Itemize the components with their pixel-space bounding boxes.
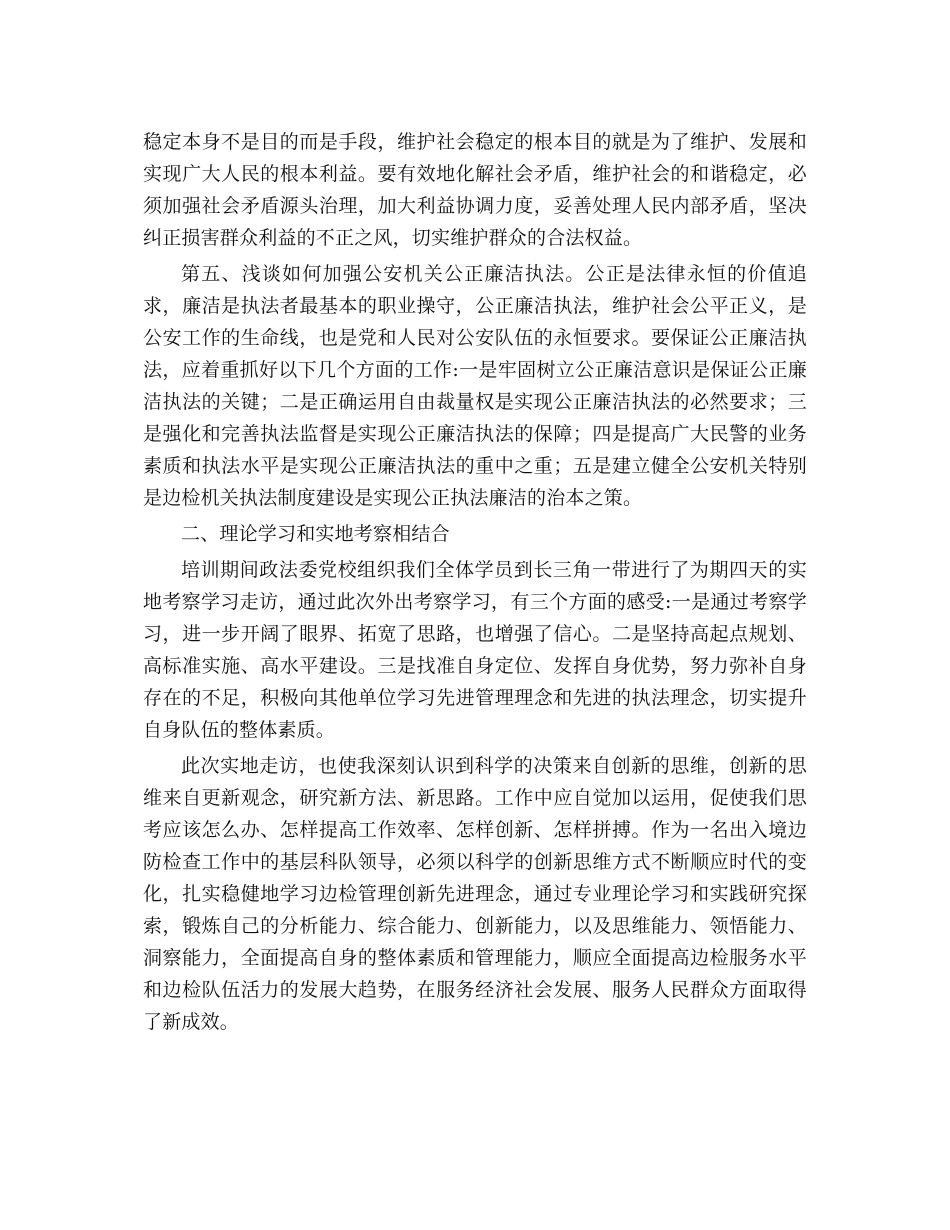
paragraph-4: 此次实地走访，也使我深刻认识到科学的决策来自创新的思维，创新的思维来自更新观念，研究新方法、新思路。工作中应自觉加以运用，促使我们思考应该怎么办、怎样提高工作效率、怎样创新、怎样拼搏。作为一名出入境边防检查工作中的基层科队领导，必须以科学的创新思维方式不断顺应时代的变化，扎实稳健地学习边检管理创新先进理念，通过专业理论学习和实践研究探索，锻炼自己的分析能力、综合能力、创新能力，以及思维能力、领悟能力、洞察能力，全面提高自身的整体素质和管理能力，顺应全面提高边检服务水平和边检队伍活力的发展大趋势，在服务经济社会发展、服务人民群众方面取得了新成效。	[143, 755, 807, 1033]
section-heading: 二、理论学习和实地考察相结合	[181, 523, 450, 545]
paragraph-2: 第五、浅谈如何加强公安机关公正廉洁执法。公正是法律永恒的价值追求，廉洁是执法者最基本的职业操守，公正廉洁执法，维护社会公平正义，是公安工作的生命线，也是党和人民对公安队伍的永恒要求。要保证公正廉洁执法，应着重抓好以下几个方面的工作:一是牢固树立公正廉洁意识是保证公正廉洁执法的关键；二是正确运用自由裁量权是实现公正廉洁执法的必然要求；三是强化和完善执法监督是实现公正廉洁执法的保障；四是提高广大民警的业务素质和执法水平是实现公正廉洁执法的重中之重；五是建立健全公安机关特别是边检机关执法制度建设是实现公正执法廉洁的治本之策。	[143, 263, 807, 509]
paragraph-1: 稳定本身不是目的而是手段，维护社会稳定的根本目的就是为了维护、发展和实现广大人民的根本利益。要有效地化解社会矛盾，维护社会的和谐稳定，必须加强社会矛盾源头治理，加大利益协调力度，妥善处理人民内部矛盾，坚决纠正损害群众利益的不正之风，切实维护群众的合法权益。	[143, 131, 807, 249]
paragraph-3: 培训期间政法委党校组织我们全体学员到长三角一带进行了为期四天的实地考察学习走访，通过此次外出考察学习，有三个方面的感受:一是通过考察学习，进一步开阔了眼界、拓宽了思路，也增强了信心。二是坚持高起点规划、高标准实施、高水平建设。三是找准自身定位、发挥自身优势，努力弥补自身存在的不足，积极向其他单位学习先进管理理念和先进的执法理念，切实提升自身队伍的整体素质。	[143, 559, 807, 741]
document-body	[143, 126, 807, 1042]
